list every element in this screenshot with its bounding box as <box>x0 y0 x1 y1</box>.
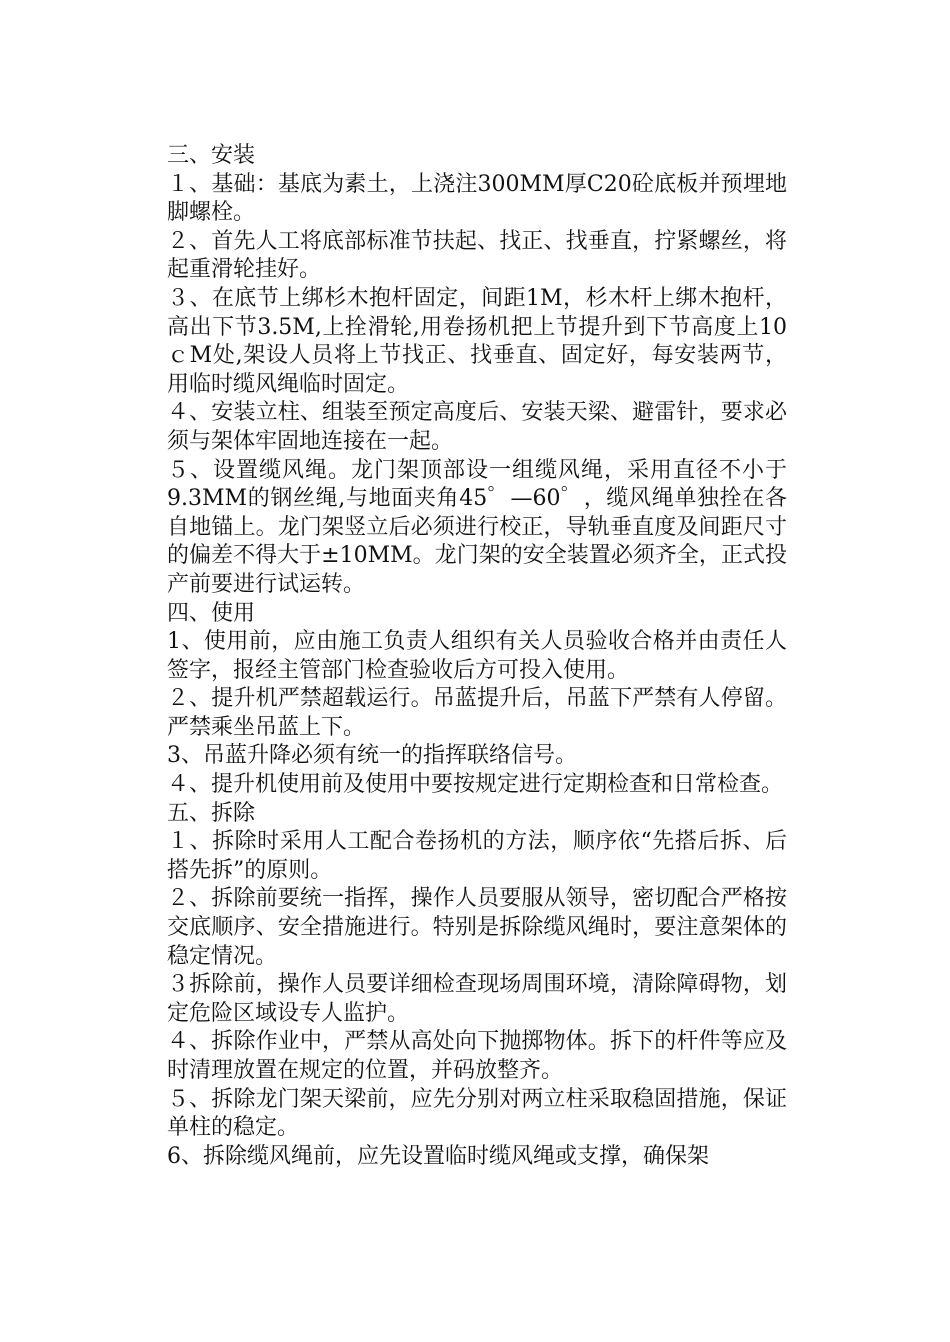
paragraph: １、拆除时采用人工配合卷扬机的方法，顺序依“先搭后拆、后搭先拆”的原则。 <box>167 829 787 883</box>
paragraph: ４、提升机使用前及使用中要按规定进行定期检查和日常检查。 <box>167 772 784 798</box>
paragraph: ２、首先人工将底部标准节扶起、找正、找垂直，拧紧螺丝，将起重滑轮挂好。 <box>167 228 787 283</box>
section-heading-use: 四、使用 <box>167 600 256 626</box>
section-heading-install: 三、安装 <box>167 143 256 168</box>
paragraph: 3、吊蓝升降必须有统一的指挥联络信号。 <box>167 743 577 769</box>
paragraph: ４、拆除作业中，严禁从高处向下抛掷物体。拆下的杆件等应及时清理放置在规定的位置，并码放整齐。 <box>167 1029 787 1083</box>
paragraph: ５、拆除龙门架天梁前，应先分别对两立柱采取稳固措施，保证单柱的稳定。 <box>167 1086 787 1141</box>
paragraph: ４、安装立柱、组装至预定高度后、安装天梁、避雷针，要求必须与架体牢固地连接在一起。 <box>167 400 787 454</box>
document-body <box>167 142 787 1171</box>
paragraph: １、基础：基底为素土，上浇注300MM厚C20砼底板并预埋地脚螺栓。 <box>167 171 787 226</box>
section-heading-dismantle: 五、拆除 <box>167 800 256 826</box>
paragraph: ３拆除前，操作人员要详细检查现场周围环境，清除障碍物，划定危险区域设专人监护。 <box>167 972 787 1026</box>
paragraph: 6、拆除缆风绳前，应先设置临时缆风绳或支撑，确保架 <box>167 1143 709 1169</box>
paragraph: ３、在底节上绑杉木抱杆固定，间距1M，杉木杆上绑木抱杆，高出下节3.5M,上拴滑轮,用卷扬机把上节提升到下节高度上10ｃM处,架设人员将上节找正、找垂直、固定好，每安装两节，用临时缆风绳临时固定。 <box>167 285 787 397</box>
paragraph: ２、拆除前要统一指挥，操作人员要服从领导，密切配合严格按交底顺序、安全措施进行。特别是拆除缆风绳时，要注意架体的稳定情况。 <box>167 886 787 969</box>
paragraph: ２、提升机严禁超载运行。吊蓝提升后，吊蓝下严禁有人停留。严禁乘坐吊蓝上下。 <box>167 686 787 740</box>
paragraph: 1、使用前，应由施工负责人组织有关人员验收合格并由责任人签字，报经主管部门检查验收后方可投入使用。 <box>167 629 787 683</box>
paragraph: ５、设置缆风绳。龙门架顶部设一组缆风绳，采用直径不小于9.3MM的钢丝绳,与地面夹角45゜—60゜，缆风绳单独拴在各自地锚上。龙门架竖立后必须进行校正，导轨垂直度及间距尺寸的偏差不得大于±10MM。龙门架的安全装置必须齐全，正式投产前要进行试运转。 <box>167 457 787 597</box>
